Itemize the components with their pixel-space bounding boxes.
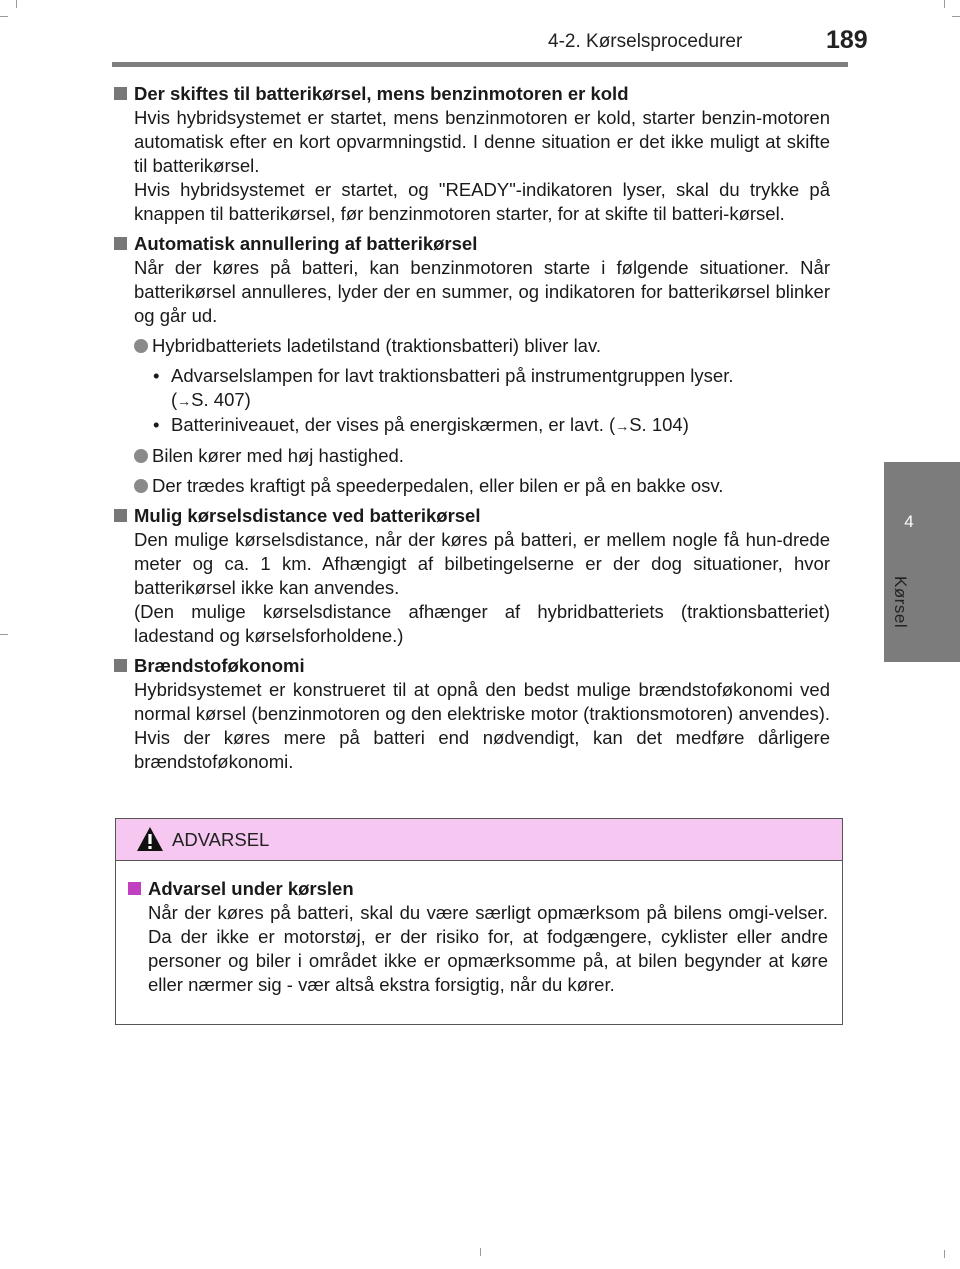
page-reference[interactable]: S. 407)	[191, 389, 251, 410]
arrow-right-icon: →	[615, 418, 630, 434]
square-bullet-icon	[114, 237, 127, 250]
section-body	[112, 106, 830, 226]
page-content	[112, 78, 830, 780]
warning-header	[116, 819, 842, 861]
warning-body	[116, 861, 842, 997]
square-bullet-icon	[114, 87, 127, 100]
warning-label: ADVARSEL	[172, 829, 270, 850]
chapter-number: 4	[904, 512, 914, 531]
square-bullet-icon	[114, 659, 127, 672]
crop-mark	[480, 1248, 481, 1256]
paragraph: (Den mulige kørselsdistance afhænger af hybridbatteriets (traktionsbatteriet) ladestand og kørselsforholdene.)	[134, 601, 830, 646]
paragraph: Når der køres på batteri, kan benzinmotoren starte i følgende situationer. Når batterikørsel annulleres, lyder der en summer, og indikatoren for batterikørsel blinker og går ud.	[134, 257, 830, 326]
crop-mark	[0, 634, 8, 635]
warning-box	[115, 818, 843, 1025]
list-item	[112, 334, 830, 358]
paragraph: Hvis hybridsystemet er startet, og "READY"-indikatoren lyser, skal du trykke på knappen til batterikørsel, før benzinmotoren starter, for at skifte til batteri-kørsel.	[134, 179, 830, 224]
section-heading	[112, 82, 830, 106]
arrow-right-icon: →	[177, 393, 192, 409]
crop-mark	[944, 1250, 945, 1258]
warning-text	[126, 901, 828, 997]
chapter-label: Kørsel	[891, 576, 910, 629]
sub-item-text: Batteriniveauet, der vises på energiskærmen, er lavt. (	[171, 414, 616, 435]
warning-heading	[126, 877, 828, 901]
circle-bullet-icon	[134, 479, 148, 493]
square-bullet-icon	[128, 882, 141, 895]
section-body	[112, 528, 830, 648]
dot-marker: •	[153, 365, 160, 386]
page-header	[0, 0, 960, 60]
section-heading	[112, 232, 830, 256]
heading-text: Brændstoføkonomi	[134, 655, 305, 676]
dot-marker: •	[153, 414, 160, 435]
heading-text: Der skiftes til batterikørsel, mens benzinmotoren er kold	[134, 83, 629, 104]
paragraph: Når der køres på batteri, skal du være særligt opmærksom på bilens omgi-velser. Da der ikke er motorstøj, er der risiko for, at fodgængere, cyklister eller andre personer og biler i området ikke er opmærksomme på, at bilen begynder at køre eller nærmer sig - vær altså ekstra forsigtig, når du kører.	[148, 902, 828, 995]
list-item	[112, 474, 830, 498]
section-heading	[112, 654, 830, 678]
sub-list-item	[112, 413, 830, 438]
square-bullet-icon	[114, 509, 127, 522]
sub-item-text: Advarselslampen for lavt traktionsbatteri på instrumentgruppen lyser.	[171, 365, 734, 386]
chapter-tab	[884, 462, 960, 662]
list-item-text: Hybridbatteriets ladetilstand (traktionsbatteri) bliver lav.	[152, 335, 601, 356]
paragraph: Hybridsystemet er konstrueret til at opnå den bedst mulige brændstoføkonomi ved normal kørsel (benzinmotoren og den elektriske motor (traktionsmotoren) anvendes). Hvis der køres mere på batteri end nødvendigt, kan det medføre dårligere brændstoføkonomi.	[134, 679, 830, 772]
circle-bullet-icon	[134, 449, 148, 463]
list-item-text: Bilen kører med høj hastighed.	[152, 445, 404, 466]
section-body	[112, 678, 830, 774]
circle-bullet-icon	[134, 339, 148, 353]
heading-text: Advarsel under kørslen	[148, 878, 354, 899]
section-title: 4-2. Kørselsprocedurer	[548, 31, 743, 52]
paragraph: Den mulige kørselsdistance, når der køres på batteri, er mellem nogle få hun-drede meter og ca. 1 km. Afhængigt af bilbetingelserne er der dog situationer, hvor batterikørsel ikke kan anvendes.	[134, 529, 830, 598]
warning-triangle-icon	[136, 825, 164, 858]
list-item	[112, 444, 830, 468]
heading-text: Automatisk annullering af batterikørsel	[134, 233, 478, 254]
paragraph: Hvis hybridsystemet er startet, mens benzinmotoren er kold, starter benzin-motoren automatisk efter en kort opvarmningstid. I denne situation er det ikke muligt at skifte til batterikørsel.	[134, 107, 830, 176]
section-heading	[112, 504, 830, 528]
section-body	[112, 256, 830, 328]
list-item-text: Der trædes kraftigt på speederpedalen, eller bilen er på en bakke osv.	[152, 475, 724, 496]
page-reference[interactable]: S. 104)	[629, 414, 689, 435]
page-number: 189	[826, 26, 868, 54]
sub-list-item: • Advarselslampen for lavt traktionsbatteri på instrumentgruppen lyser. (→S. 407)	[153, 365, 734, 410]
heading-text: Mulig kørselsdistance ved batterikørsel	[134, 505, 481, 526]
header-rule	[112, 62, 848, 67]
